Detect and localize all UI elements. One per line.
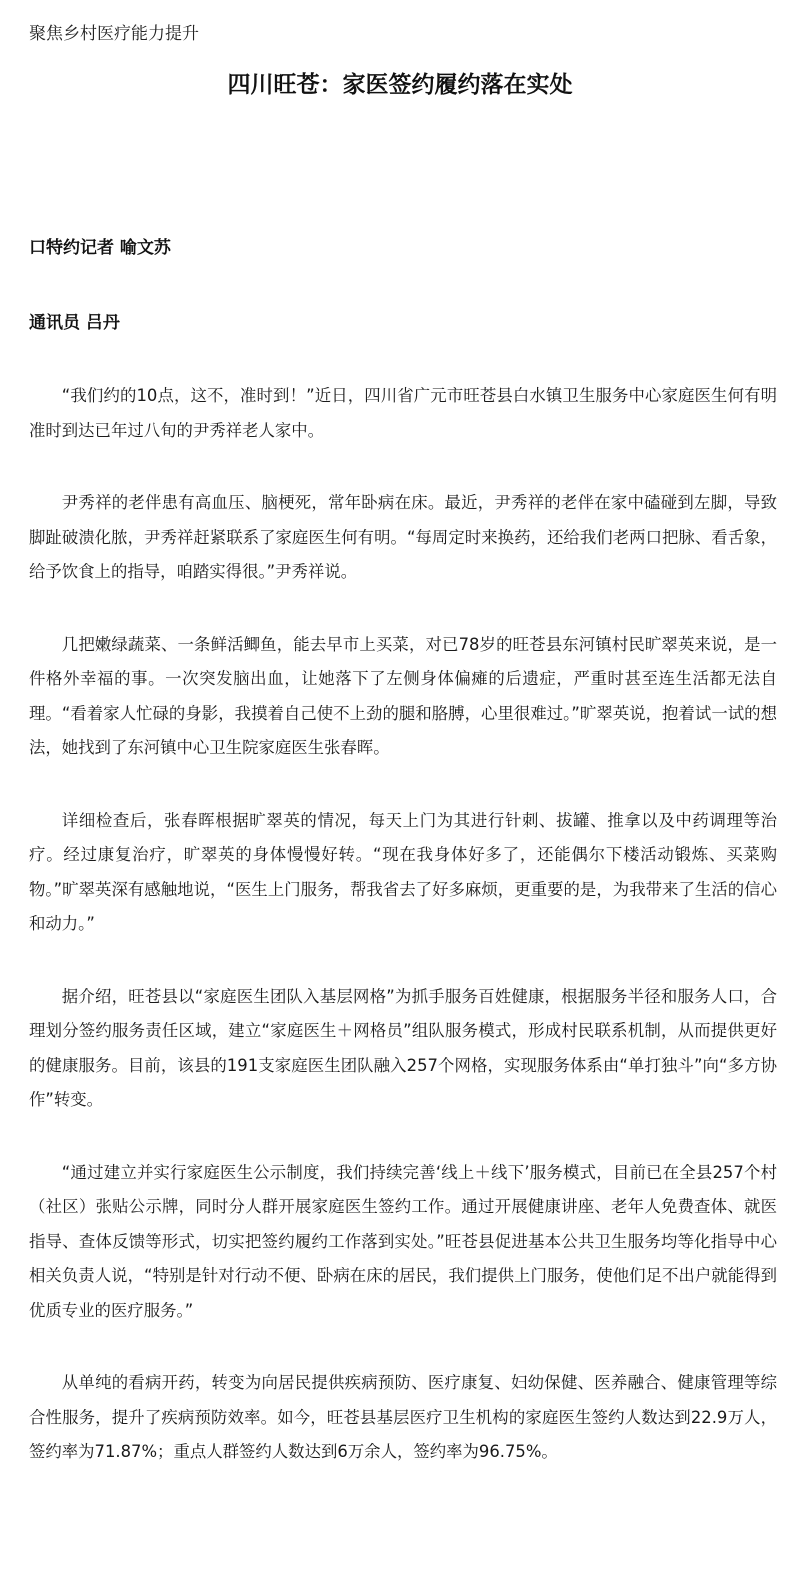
article-paragraph: 几把嫩绿蔬菜、一条鲜活鲫鱼，能去早市上买菜，对已78岁的旺苍县东河镇村民旷翠英来说，是一件格外幸福的事。一次突发脑出血，让她落下了左侧身体偏瘫的后遗症，严重时甚至连生活都无法自理。“看着家人忙碌的身影，我摸着自己使不上劲的腿和胳膊，心里很难过。”旷翠英说，抱着试一试的想法，她找到了东河镇中心卫生院家庭医生张春晖。 — [29, 634, 777, 757]
byline-reporter: 口特约记者 喻文苏 — [29, 238, 171, 258]
article-paragraph: “我们约的10点，这不，准时到！”近日，四川省广元市旺苍县白水镇卫生服务中心家庭医生何有明准时到达已年过八旬的尹秀祥老人家中。 — [29, 386, 777, 440]
article-paragraph: 从单纯的看病开药，转变为向居民提供疾病预防、医疗康复、妇幼保健、医养融合、健康管理等综合性服务，提升了疾病预防效率。如今，旺苍县基层医疗卫生机构的家庭医生签约人数达到22.9万人，签约率为71.87%；重点人群签约人数达到6万余人，签约率为96.75%。 — [29, 1373, 777, 1461]
article-paragraph: 尹秀祥的老伴患有高血压、脑梗死，常年卧病在床。最近，尹秀祥的老伴在家中磕碰到左脚，导致脚趾破溃化脓，尹秀祥赶紧联系了家庭医生何有明。“每周定时来换药，还给我们老两口把脉、看舌象，给予饮食上的指导，咱踏实得很。”尹秀祥说。 — [29, 493, 777, 581]
article-headline: 四川旺苍：家医签约履约落在实处 — [227, 72, 573, 98]
article-paragraph: 详细检查后，张春晖根据旷翠英的情况，每天上门为其进行针刺、拔罐、推拿以及中药调理等治疗。经过康复治疗，旷翠英的身体慢慢好转。“现在我身体好多了，还能偶尔下楼活动锻炼、买菜购物。”旷翠英深有感触地说，“医生上门服务，帮我省去了好多麻烦，更重要的是，为我带来了生活的信心和动力。” — [29, 810, 777, 933]
column-label: 聚焦乡村医疗能力提升 — [29, 24, 199, 44]
byline-correspondent: 通讯员 吕丹 — [29, 313, 120, 333]
article-paragraph: 据介绍，旺苍县以“家庭医生团队入基层网格”为抓手服务百姓健康，根据服务半径和服务人口，合理划分签约服务责任区域，建立“家庭医生＋网格员”组队服务模式，形成村民联系机制，从而提供更好的健康服务。目前，该县的191支家庭医生团队融入257个网格，实现服务体系由“单打独斗”向“多方协作”转变。 — [29, 986, 777, 1109]
article-body — [29, 379, 777, 1508]
article-paragraph: “通过建立并实行家庭医生公示制度，我们持续完善‘线上＋线下’服务模式，目前已在全县257个村（社区）张贴公示牌，同时分人群开展家庭医生签约工作。通过开展健康讲座、老年人免费查体、就医指导、查体反馈等形式，切实把签约履约工作落到实处。”旺苍县促进基本公共卫生服务均等化指导中心相关负责人说，“特别是针对行动不便、卧病在床的居民，我们提供上门服务，使他们足不出户就能得到优质专业的医疗服务。” — [29, 1162, 777, 1320]
